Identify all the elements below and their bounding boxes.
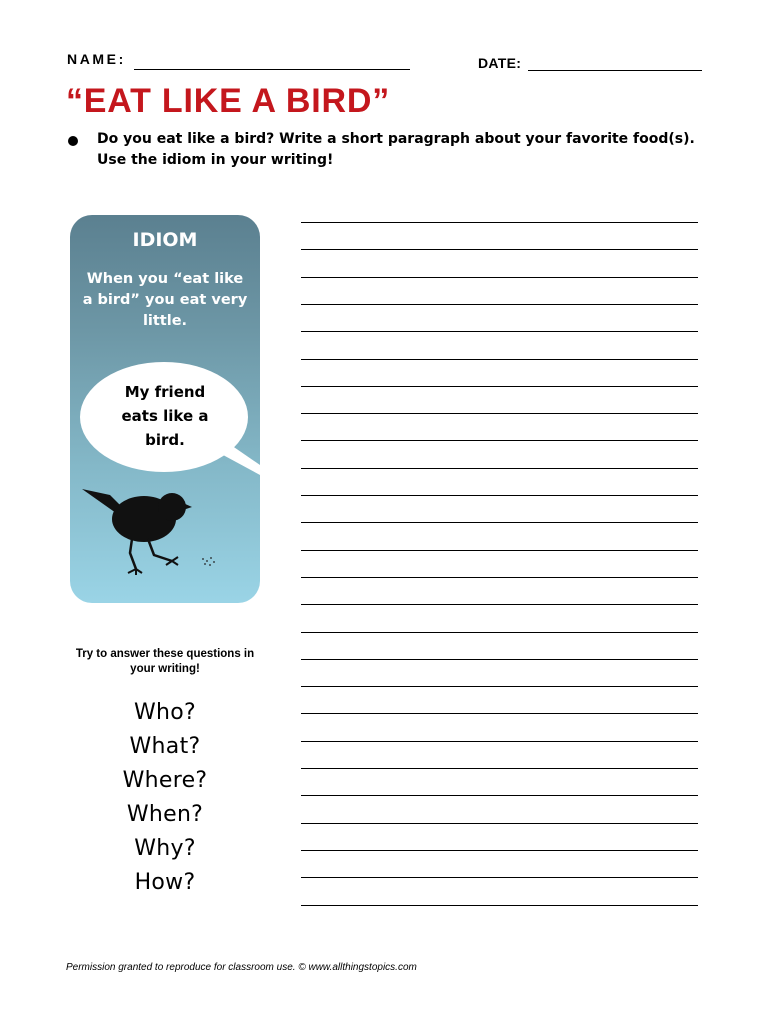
question-why: Why? bbox=[134, 836, 196, 861]
writing-line[interactable] bbox=[301, 277, 698, 278]
writing-line[interactable] bbox=[301, 222, 698, 223]
name-blank-line[interactable] bbox=[134, 69, 410, 70]
writing-line[interactable] bbox=[301, 249, 698, 250]
writing-line[interactable] bbox=[301, 413, 698, 414]
writing-line[interactable] bbox=[301, 468, 698, 469]
question-list bbox=[70, 696, 260, 900]
writing-line[interactable] bbox=[301, 659, 698, 660]
date-label: DATE: bbox=[478, 55, 522, 71]
question-what: What? bbox=[129, 734, 201, 759]
writing-line[interactable] bbox=[301, 741, 698, 742]
questions-intro: Try to answer these questions in your writing! bbox=[75, 648, 255, 675]
writing-line[interactable] bbox=[301, 359, 698, 360]
writing-line[interactable] bbox=[301, 304, 698, 305]
writing-line[interactable] bbox=[301, 440, 698, 441]
question-when: When? bbox=[126, 802, 204, 827]
writing-line[interactable] bbox=[301, 768, 698, 769]
question-how: How? bbox=[134, 870, 196, 895]
writing-line[interactable] bbox=[301, 877, 698, 878]
writing-line[interactable] bbox=[301, 713, 698, 714]
writing-line[interactable] bbox=[301, 386, 698, 387]
writing-line[interactable] bbox=[301, 577, 698, 578]
question-who: Who? bbox=[133, 700, 197, 725]
bullet-icon bbox=[68, 136, 78, 146]
writing-line[interactable] bbox=[301, 522, 698, 523]
bird-silhouette-icon bbox=[80, 483, 250, 593]
writing-line[interactable] bbox=[301, 686, 698, 687]
worksheet-title: “EAT LIKE A BIRD” bbox=[66, 82, 390, 120]
writing-line[interactable] bbox=[301, 823, 698, 824]
question-where: Where? bbox=[122, 768, 208, 793]
name-label: NAME: bbox=[67, 51, 126, 67]
writing-line[interactable] bbox=[301, 632, 698, 633]
writing-line[interactable] bbox=[301, 795, 698, 796]
writing-line[interactable] bbox=[301, 850, 698, 851]
writing-line[interactable] bbox=[301, 604, 698, 605]
writing-line[interactable] bbox=[301, 331, 698, 332]
idiom-heading: IDIOM bbox=[132, 229, 198, 251]
instruction-text: Do you eat like a bird? Write a short paragraph about your favorite food(s). Use the idiom in your writing! bbox=[97, 131, 695, 168]
footer-permission: Permission granted to reproduce for classroom use. © www.allthingstopics.com bbox=[66, 962, 417, 973]
writing-line[interactable] bbox=[301, 550, 698, 551]
idiom-meaning: When you “eat like a bird” you eat very little. bbox=[82, 271, 248, 329]
writing-line[interactable] bbox=[301, 495, 698, 496]
writing-line[interactable] bbox=[301, 905, 698, 906]
idiom-card bbox=[70, 215, 260, 603]
date-blank-line[interactable] bbox=[528, 70, 702, 71]
idiom-example: My friend eats like a bird. bbox=[121, 383, 209, 449]
